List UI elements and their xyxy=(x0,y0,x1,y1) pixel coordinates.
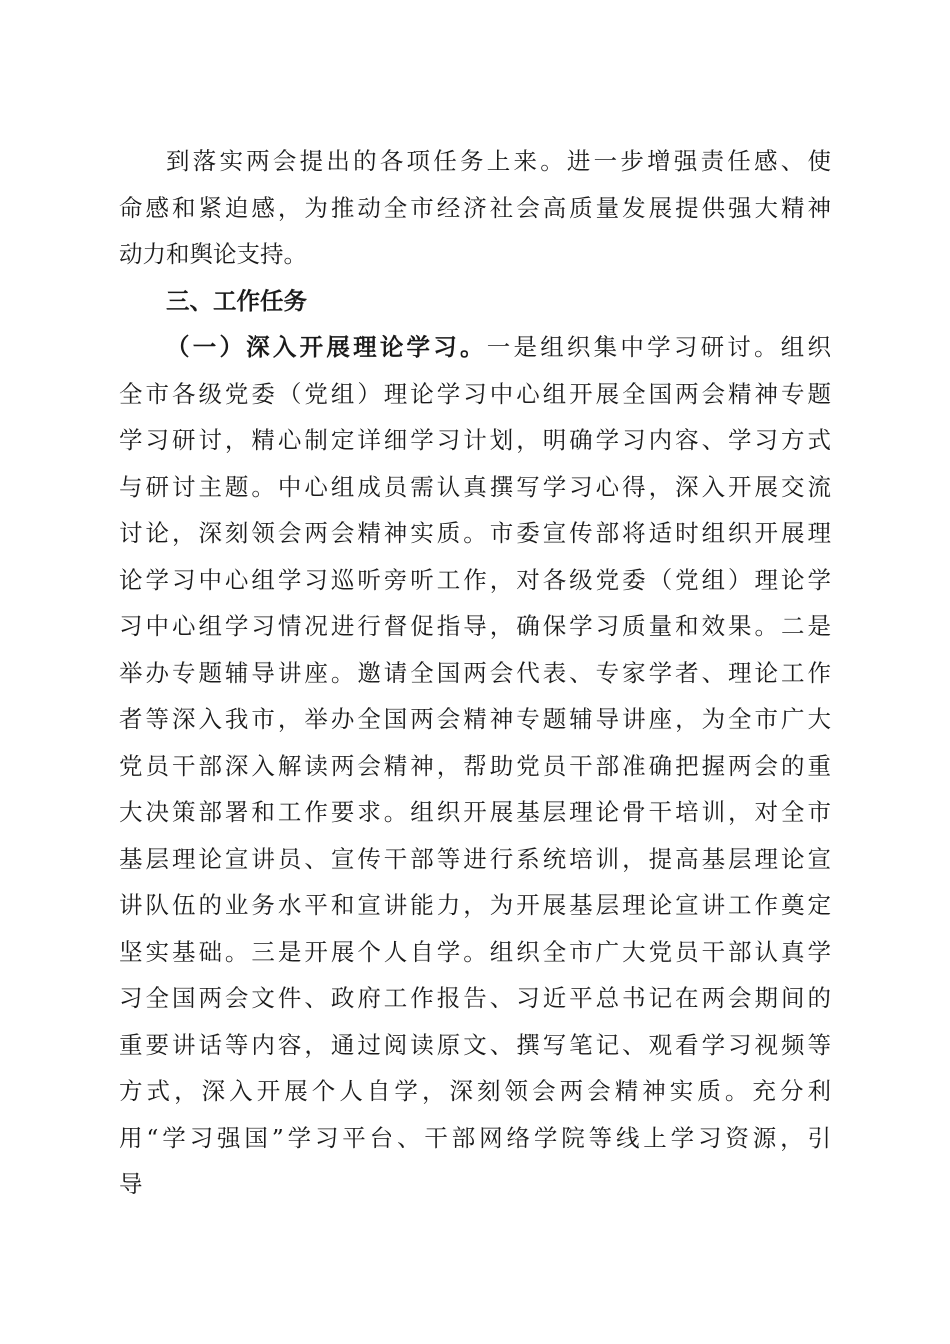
document-body xyxy=(119,138,831,1208)
section-heading: 三、工作任务 xyxy=(166,286,307,315)
paragraph-theory-study xyxy=(119,324,831,1208)
text-line: 习中心组学习情况进行督促指导，确保学习质量和效果。二是 xyxy=(119,612,831,640)
text-line: 坚实基础。三是开展个人自学。组织全市广大党员干部认真学 xyxy=(119,937,831,966)
text-line: 者等深入我市，举办全国两会精神专题辅导讲座，为全市广大 xyxy=(119,705,831,733)
text-line xyxy=(119,324,831,371)
text-line: 举办专题辅导讲座。邀请全国两会代表、专家学者、理论工作 xyxy=(119,658,831,687)
text-line: 习全国两会文件、政府工作报告、习近平总书记在两会期间的 xyxy=(119,984,831,1012)
text-line: 导 xyxy=(119,1170,143,1198)
text-line: 用“学习强国”学习平台、干部网络学院等线上学习资源，引 xyxy=(119,1123,831,1152)
text-fragment: 一是组织集中学习研讨。组织 xyxy=(486,333,831,361)
text-line: 到落实两会提出的各项任务上来。进一步增强责任感、使 xyxy=(166,147,831,175)
text-line: 论学习中心组学习巡听旁听工作，对各级党委（党组）理论学 xyxy=(119,565,831,594)
text-line: 重要讲话等内容，通过阅读原文、撰写笔记、观看学习视频等 xyxy=(119,1030,831,1059)
paragraph-continuation xyxy=(119,138,831,278)
text-line: 学习研讨，精心制定详细学习计划，明确学习内容、学习方式 xyxy=(119,426,831,454)
subsection-lead: （一）深入开展理论学习。 xyxy=(166,333,487,361)
text-line: 动力和舆论支持。 xyxy=(119,240,307,268)
text-line: 全市各级党委（党组）理论学习中心组开展全国两会精神专题 xyxy=(119,379,831,408)
text-line: 与研讨主题。中心组成员需认真撰写学习心得，深入开展交流 xyxy=(119,472,831,501)
text-line: 讨论，深刻领会两会精神实质。市委宣传部将适时组织开展理 xyxy=(119,519,831,547)
text-line: 党员干部深入解读两会精神，帮助党员干部准确把握两会的重 xyxy=(119,751,831,780)
text-line: 方式，深入开展个人自学，深刻领会两会精神实质。充分利 xyxy=(119,1077,831,1105)
text-line: 大决策部署和工作要求。组织开展基层理论骨干培训，对全市 xyxy=(119,798,831,826)
text-line: 命感和紧迫感，为推动全市经济社会高质量发展提供强大精神 xyxy=(119,193,831,222)
text-line: 讲队伍的业务水平和宣讲能力，为开展基层理论宣讲工作奠定 xyxy=(119,891,831,919)
text-line: 基层理论宣讲员、宣传干部等进行系统培训，提高基层理论宣 xyxy=(119,844,831,873)
